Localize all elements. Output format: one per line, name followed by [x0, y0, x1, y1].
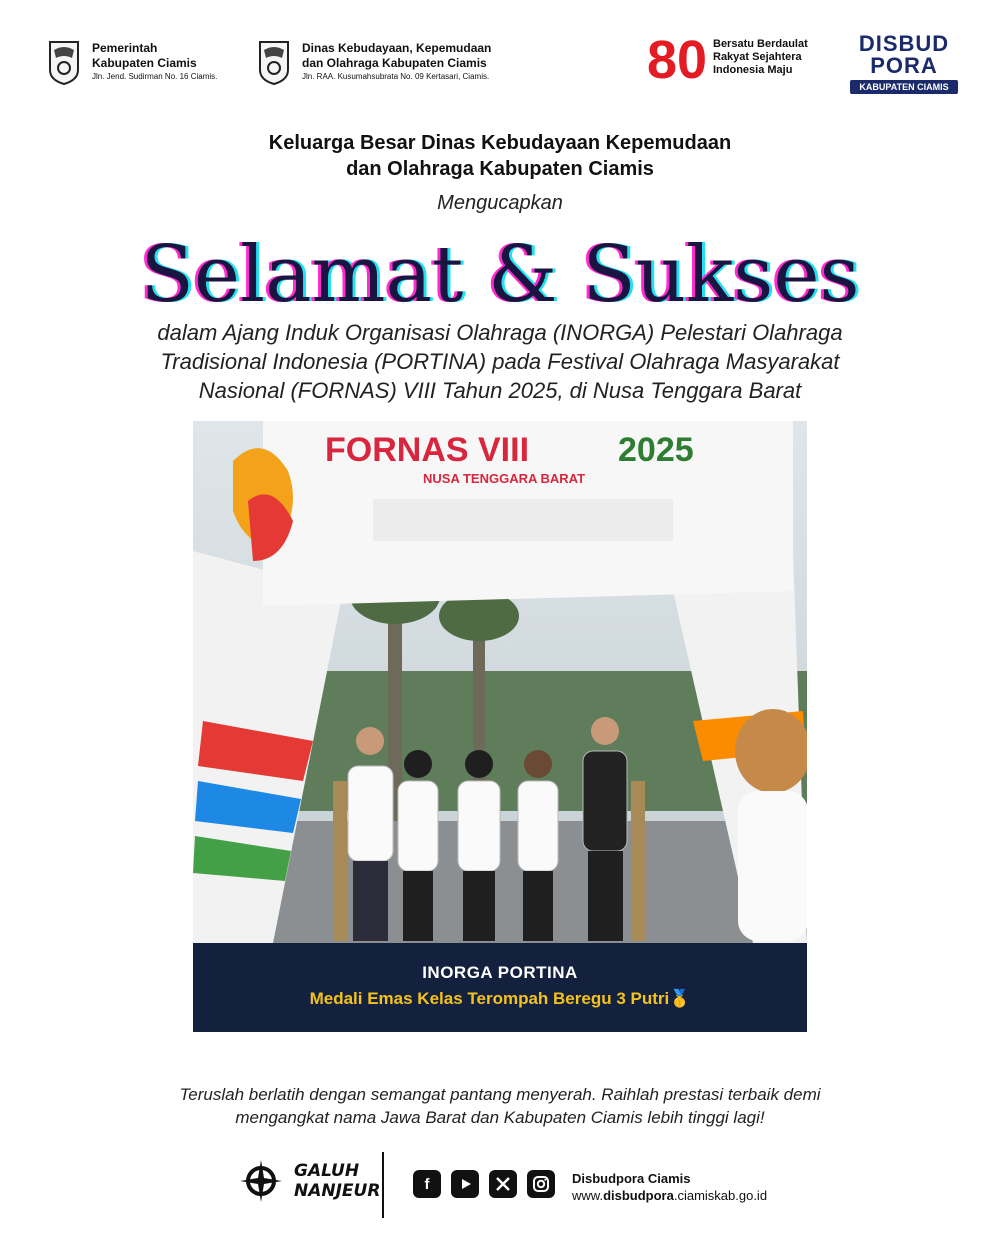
caption-line2: Medali Emas Kelas Terompah Beregu 3 Putri🥇: [309, 989, 691, 1008]
gov-disbudpora-logo-block: [256, 36, 491, 86]
brand-line2: NANJEUR: [294, 1181, 381, 1201]
website-link[interactable]: [572, 1187, 767, 1204]
gov1-line1: Pemerintah: [92, 40, 158, 55]
closing-line1: Teruslah berlatih dengan semangat pantang menyerah. Raihlah prestasi terbaik demi: [179, 1085, 821, 1104]
ciamis-seal-icon: [256, 36, 292, 86]
greeting-line1: Keluarga Besar Dinas Kebudayaan Kepemudaan: [268, 132, 732, 154]
disbudpora-logo-line1: DISBUD: [858, 31, 950, 56]
banner-year: 2025: [618, 431, 694, 469]
compass-emblem-icon: [238, 1158, 284, 1204]
account-name: Disbudpora Ciamis: [572, 1171, 691, 1186]
anniversary-line2: Rakyat Sejahtera: [713, 50, 802, 63]
gov2-address: Jln. RAA. Kusumahsubrata No. 09 Kertasari, Ciamis.: [302, 71, 490, 81]
anniversary-number: 80: [647, 30, 707, 84]
subtitle-line1: dalam Ajang Induk Organisasi Olahraga (INORGA) Pelestari Olahraga: [157, 320, 843, 345]
greeting-heading: [0, 130, 1000, 182]
subtitle-line2: Tradisional Indonesia (PORTINA) pada Festival Olahraga Masyarakat: [160, 349, 840, 374]
facebook-icon[interactable]: f: [413, 1170, 441, 1198]
hut-ri-80-logo: [645, 30, 707, 84]
x-icon[interactable]: [489, 1170, 517, 1198]
closing-message: [60, 1083, 940, 1129]
event-photo: [193, 421, 807, 943]
mengucapkan-text: Mengucapkan: [437, 192, 563, 214]
gov-ciamis-logo-block: [46, 36, 217, 86]
subtitle-line3: Nasional (FORNAS) VIII Tahun 2025, di Nusa Tenggara Barat: [198, 378, 802, 403]
greeting-line2: dan Olahraga Kabupaten Ciamis: [346, 158, 654, 180]
closing-line2: mengangkat nama Jawa Barat dan Kabupaten Ciamis lebih tinggi lagi!: [235, 1108, 765, 1127]
disbudpora-logo-bar: KABUPATEN CIAMIS: [850, 80, 958, 94]
disbudpora-logo-line2: PORA: [870, 53, 938, 78]
banner-title: FORNAS VIII: [325, 431, 530, 469]
caption-line1: INORGA PORTINA: [422, 963, 578, 982]
instagram-icon[interactable]: [527, 1170, 555, 1198]
event-photo-illustration: [193, 421, 807, 943]
footer-divider: [382, 1152, 384, 1218]
ciamis-seal-icon: [46, 36, 82, 86]
anniversary-line1: Bersatu Berdaulat: [713, 37, 808, 50]
anniversary-line3: Indonesia Maju: [713, 63, 793, 76]
gov2-line1: Dinas Kebudayaan, Kepemudaan: [302, 40, 492, 55]
banner-subtitle: NUSA TENGGARA BARAT: [423, 471, 586, 486]
anniversary-logo: [645, 30, 808, 84]
gov2-line2: dan Olahraga Kabupaten Ciamis: [302, 55, 487, 70]
website-prefix: www.: [572, 1188, 604, 1203]
gov1-address: Jln. Jend. Sudirman No. 16 Ciamis.: [92, 71, 218, 81]
gov1-line2: Kabupaten Ciamis: [92, 55, 197, 70]
social-links: [413, 1170, 555, 1198]
website-bold: disbudpora: [603, 1188, 674, 1203]
photo-caption: [193, 943, 807, 1032]
contact-info: [572, 1170, 767, 1204]
event-description: [40, 318, 960, 405]
website-suffix: .ciamiskab.go.id: [673, 1188, 768, 1203]
disbudpora-logo: [850, 33, 958, 94]
brand-line1: GALUH: [294, 1161, 360, 1181]
youtube-icon[interactable]: [451, 1170, 479, 1198]
main-title: Selamat & Sukses: [140, 230, 860, 320]
galuh-nanjeur-logo: [238, 1158, 380, 1204]
